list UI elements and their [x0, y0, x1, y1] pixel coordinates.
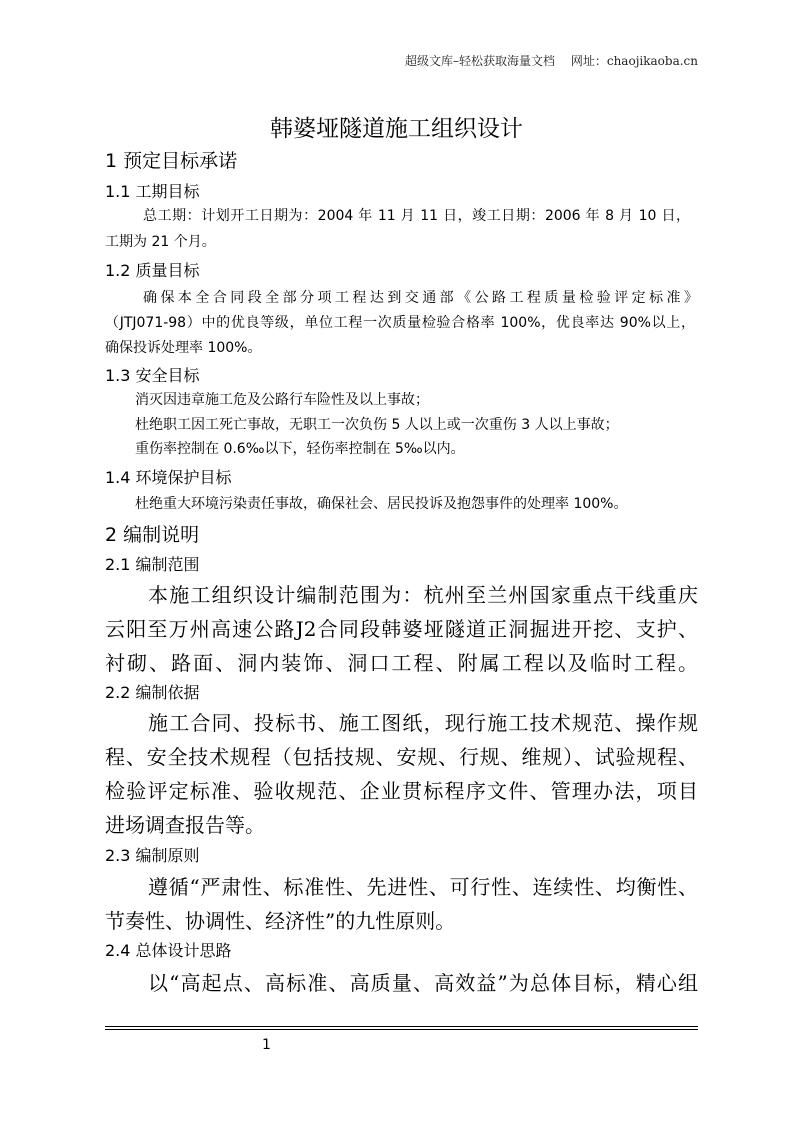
subsection-heading: 2.1 编制范围	[105, 555, 200, 574]
paragraph-line: 工期为 21 个月。	[105, 234, 216, 250]
subsection-heading: 2.4 总体设计思路	[105, 941, 232, 960]
paragraph-line: 施工合同、投标书、施工图纸，现行施工技术规范、操作规	[148, 711, 698, 735]
subsection-heading: 1.2 质量目标	[105, 261, 200, 280]
section-heading: 1 预定目标承诺	[105, 150, 238, 172]
subsection-heading: 1.4 环境保护目标	[105, 468, 232, 487]
paragraph-line: 云阳至万州高速公路J2合同段韩婆垭隧道正洞掘进开挖、支护、	[105, 617, 698, 641]
subsection-heading: 1.1 工期目标	[105, 182, 200, 201]
paragraph-line: 进场调查报告等。	[105, 813, 265, 837]
paragraph-line: 消灭因违章施工危及公路行车险性及以上事故；	[135, 392, 429, 408]
paragraph-line: 节奏性、协调性、经济性”的九性原则。	[105, 909, 456, 933]
paragraph-line: 遵循“严肃性、标准性、先进性、可行性、连续性、均衡性、	[148, 875, 698, 899]
page-number: 1	[262, 1037, 271, 1053]
paragraph-line: （JTJ071-98）中的优良等级，单位工程一次质量检验合格率 100%，优良率达 90%以上，	[105, 315, 695, 331]
paragraph-line: 本施工组织设计编制范围为：杭州至兰州国家重点干线重庆	[148, 583, 698, 607]
footer-divider	[105, 1026, 698, 1027]
paragraph-line: 以“高起点、高标准、高质量、高效益”为总体目标，精心组	[148, 971, 698, 995]
page-header: 超级文库–轻松获取海量文档 网址：chaojikaoba.cn	[405, 54, 698, 68]
paragraph-line: 检验评定标准、验收规范、企业贯标程序文件、管理办法，项目	[105, 779, 698, 803]
paragraph-line: 杜绝职工因工死亡事故，无职工一次负伤 5 人以上或一次重伤 3 人以上事故；	[135, 417, 619, 433]
paragraph-line: 总工期：计划开工日期为：2004 年 11 月 11 日，竣工日期：2006 年 8 月 10 日，	[143, 208, 690, 224]
subsection-heading: 2.3 编制原则	[105, 846, 200, 865]
paragraph-line: 程、安全技术规程（包括技规、安规、行规、维规）、试验规程、	[105, 745, 698, 769]
paragraph-line: 杜绝重大环境污染责任事故，确保社会、居民投诉及抱怨事件的处理率 100%。	[135, 496, 628, 512]
subsection-heading: 1.3 安全目标	[105, 366, 200, 385]
section-heading: 2 编制说明	[105, 524, 200, 546]
paragraph-line: 确保投诉处理率 100%。	[105, 340, 262, 356]
paragraph-line: 衬砌、路面、洞内装饰、洞口工程、附属工程以及临时工程。	[105, 651, 698, 675]
footer-divider	[105, 1029, 698, 1030]
paragraph-line: 确保本全合同段全部分项工程达到交通部《公路工程质量检验评定标准》	[143, 290, 698, 306]
document-title: 韩婆垭隧道施工组织设计	[270, 116, 523, 142]
subsection-heading: 2.2 编制依据	[105, 683, 200, 702]
paragraph-line: 重伤率控制在 0.6‰以下，轻伤率控制在 5‰以内。	[135, 441, 465, 457]
